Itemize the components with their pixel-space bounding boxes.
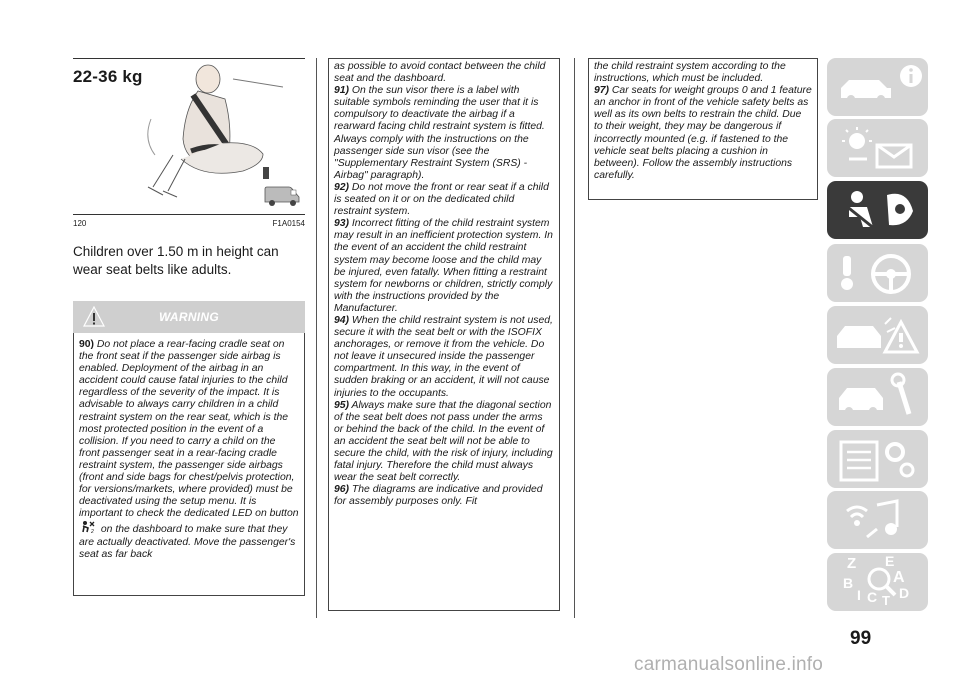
continuation-text: as possible to avoid contact between the child seat and the dashboard. <box>334 61 546 85</box>
note-number: 96) <box>334 484 350 496</box>
car-info-icon <box>827 58 928 116</box>
sidebar-item-multimedia[interactable] <box>827 491 928 549</box>
child-booster-seat-illustration <box>113 59 283 199</box>
dashboard-lights-icon <box>827 119 928 177</box>
van-icon <box>261 184 303 208</box>
index-letter: A <box>893 569 905 586</box>
note-text: Always make sure that the diagonal section of the seat belt does not pass under the arms or behind the back of the child. In the event of an accident the seat belt will not be able to secure the child, with the risk of injury, including fatal injury. Therefore the child must always wear the seat belt correctly. <box>334 399 553 484</box>
note-90-text: Do not place a rear-facing cradle seat on the front seat if the passenger side airbag is enabled. Deployment of the airbag in an accident could cause fatal injuries to the child regardless of the severity of the impact. It is advisable to always carry children in a child restraint system on the rear seat, which is the most protected position in the event of a collision. If you need to carry a child on the front passenger seat in a rear-facing cradle restraint system, the passenger side airbags (front and side bags for chest/pelvis protection, for versions/markets, where provided) must be deactivated using the setup menu. It is important to check the dedicated LED on button <box>79 339 299 520</box>
column-divider <box>316 58 317 618</box>
sidebar-item-emergency[interactable] <box>827 306 928 364</box>
warning-header <box>73 301 305 333</box>
continuation-text: the child restraint system according to the instructions, which must be included. <box>594 61 786 85</box>
left-column <box>73 58 305 596</box>
warning-box-end <box>588 58 818 200</box>
index-letter: T <box>882 593 890 608</box>
note-text: On the sun visor there is a label with suitable symbols reminding the user that it is compulsory to deactivate the airbag if a rearward facing child restraint system is fitted. Always comply with the instructions on the passenger side sun visor (see the "Supplementary Restraint System (SRS) - Airbag" paragraph). <box>334 85 545 181</box>
sidebar-item-index[interactable] <box>827 553 928 611</box>
sidebar-item-knowing-vehicle[interactable] <box>827 58 928 116</box>
note-text: Incorrect fitting of the child restraint system may result in an inefficient protection system. In the event of an accident the child restraint system may become loose and the child may be injured, even fatally. When fitting a restraint system for newborns or children, strictly comply with the instructions provided by the Manufacturer. <box>334 218 553 314</box>
page-number: 99 <box>850 628 872 649</box>
index-letter: E <box>885 553 895 569</box>
note-number: 94) <box>334 314 350 326</box>
starting-driving-icon <box>827 244 928 302</box>
multimedia-icon <box>827 491 928 549</box>
note-number: 90) <box>79 339 95 350</box>
maintenance-icon <box>827 368 928 426</box>
figure-title: 22-36 kg <box>73 67 143 86</box>
note-text: The diagrams are indicative and provided for assembly purposes only. Fit <box>334 484 543 508</box>
emergency-icon <box>827 306 928 364</box>
technical-data-icon <box>827 430 928 488</box>
warning-box <box>73 333 305 596</box>
warning-title: WARNING <box>158 310 220 324</box>
note-90-text-continued: on the dashboard to make sure that they are actually deactivated. Move the passenger's seat as far back <box>79 524 296 560</box>
intro-paragraph: Children over 1.50 m in height can wear seat belts like adults. <box>73 244 279 277</box>
sidebar-item-starting-driving[interactable] <box>827 244 928 302</box>
index-letter: B <box>843 575 854 591</box>
index-letter: D <box>899 585 910 601</box>
note-text: Car seats for weight groups 0 and 1 feature an anchor in front of the vehicle safety belts as well as its own belts to restrain the child. Due to their weight, they may be dangerous if incorrectly mounted (e.g. if fastened to the vehicle seat belts placing a cushion in between). Follow the assembly instructions carefully. <box>594 85 812 181</box>
note-number: 92) <box>334 181 350 193</box>
note-text: When the child restraint system is not used, secure it with the seat belt or with the ISOFIX anchorages, or remove it from the vehicle. Do not leave it unsecured inside the passenger compartment. In this way, in the event of sudden braking or an accident, it will not cause injuries to the occupants. <box>334 314 553 399</box>
airbag-off-button-icon <box>81 520 96 534</box>
note-number: 91) <box>334 85 350 97</box>
figure-code: F1A0154 <box>272 219 305 228</box>
sidebar-item-maintenance[interactable] <box>827 368 928 426</box>
index-letter: C <box>867 589 878 605</box>
safety-seatbelt-icon <box>827 181 928 239</box>
index-letter: Z <box>847 555 857 572</box>
sidebar-item-technical-data[interactable] <box>827 430 928 488</box>
figure-number: 120 <box>73 219 87 228</box>
note-number: 97) <box>594 85 610 97</box>
sidebar-item-dashboard[interactable] <box>827 119 928 177</box>
watermark: carmanualsonline.info <box>634 654 824 675</box>
svg-text:2: 2 <box>91 529 94 535</box>
middle-column <box>328 58 560 611</box>
right-column <box>588 58 818 200</box>
note-text: Do not move the front or rear seat if a child is seated on it or on the dedicated child restraint system. <box>334 181 549 218</box>
figure-120 <box>73 59 305 228</box>
index-letter: I <box>857 587 861 603</box>
note-number: 95) <box>334 399 350 411</box>
sidebar-item-safety[interactable] <box>827 181 928 239</box>
warning-box-continued <box>328 58 560 611</box>
column-divider <box>574 58 575 618</box>
note-number: 93) <box>334 218 350 230</box>
